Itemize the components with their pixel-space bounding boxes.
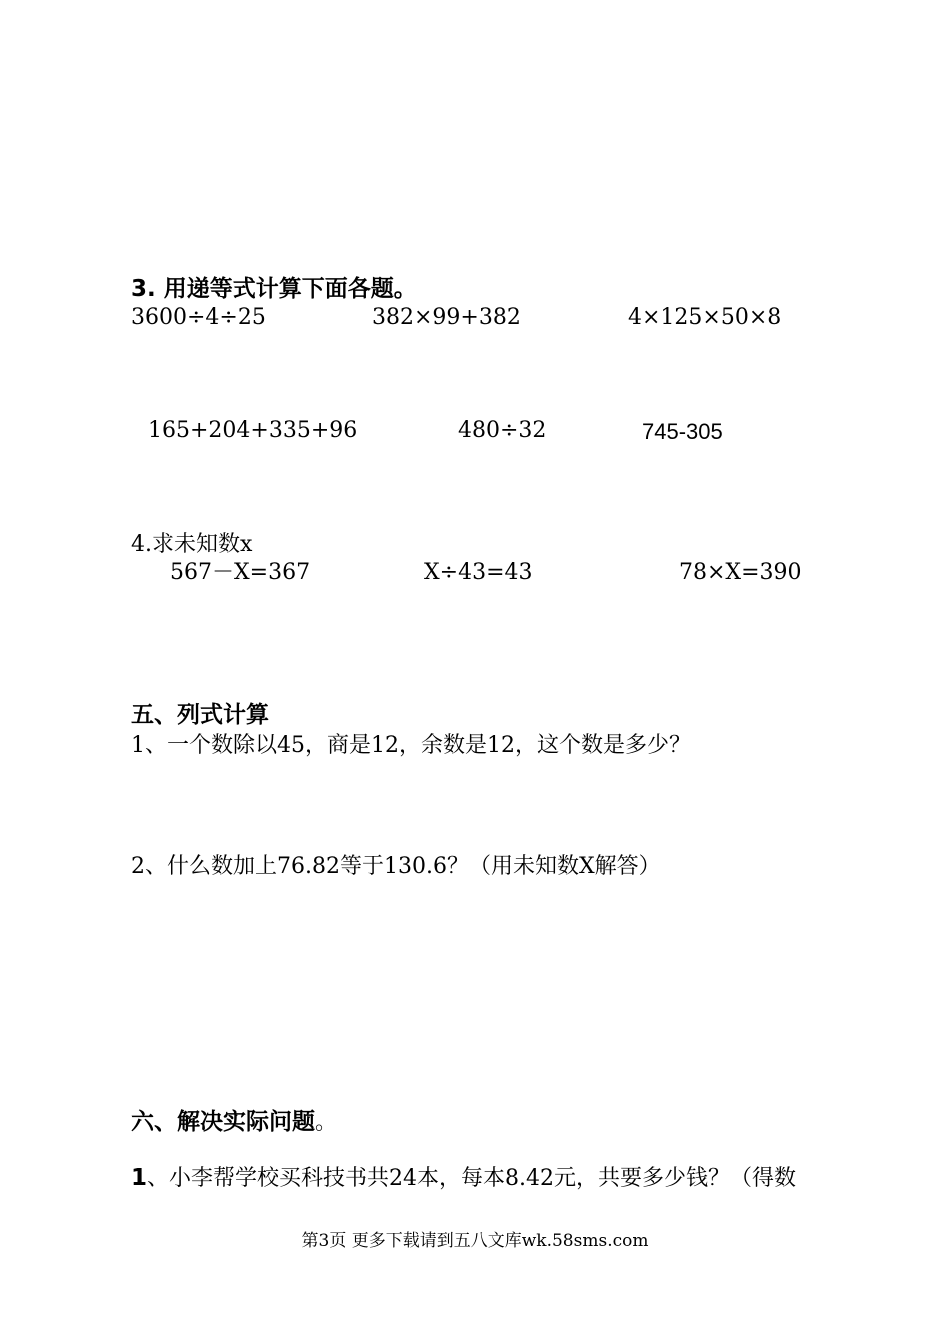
equation-567-minus-x: 567－X=367 [170, 560, 311, 585]
equation-x-div-43: X÷43=43 [424, 560, 533, 585]
expression-745-minus: 745-305 [642, 419, 723, 444]
section-6-heading-tail: 。 [315, 1110, 338, 1135]
expression-382-times: 382×99+382 [372, 305, 521, 330]
expression-165-sum: 165+204+335+96 [148, 418, 358, 443]
question-6-1-text: 、小李帮学校买科技书共24本，每本8.42元，共要多少钱？（得数 [147, 1166, 796, 1191]
section-3-heading: 3. 用递等式计算下面各题。 [131, 276, 417, 302]
page-footer: 第3页 更多下载请到五八文库wk.58sms.com [301, 1231, 649, 1251]
equation-78-times-x: 78×X=390 [679, 560, 802, 585]
section-6-heading [131, 1111, 337, 1134]
expression-3600-div: 3600÷4÷25 [131, 305, 266, 330]
question-5-1: 1、一个数除以45，商是12，余数是12，这个数是多少？ [131, 733, 691, 758]
question-5-2: 2、什么数加上76.82等于130.6？（用未知数X解答） [131, 854, 661, 879]
section-6-heading-text: 六、解决实际问题 [131, 1109, 315, 1135]
section-4-heading: 4.求未知数x [131, 532, 253, 557]
question-6-1 [131, 1167, 796, 1190]
expression-4-times-125: 4×125×50×8 [628, 305, 782, 330]
question-6-1-number: 1 [131, 1165, 148, 1191]
expression-480-div: 480÷32 [458, 418, 547, 443]
section-5-heading: 五、列式计算 [131, 702, 269, 728]
